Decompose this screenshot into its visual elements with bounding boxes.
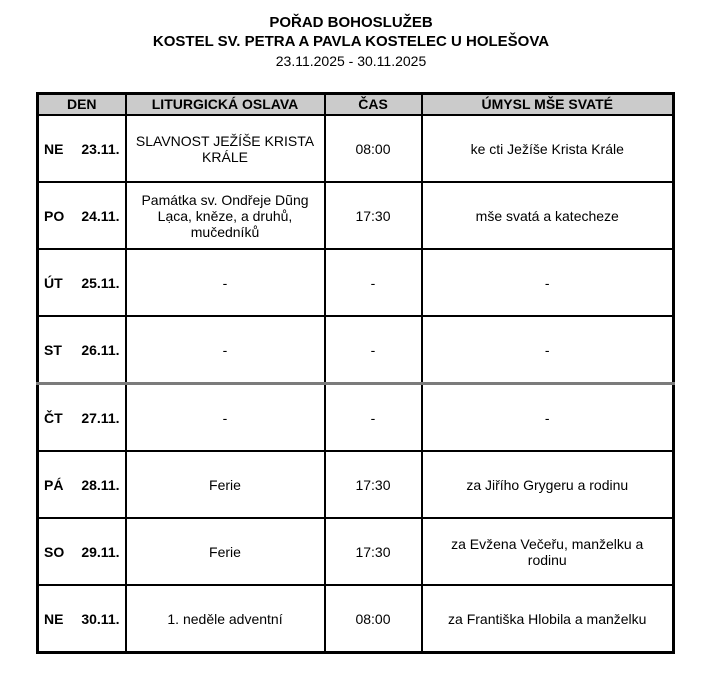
day-abbreviation: NE (44, 610, 64, 627)
schedule-table (36, 92, 675, 654)
table-row (38, 249, 674, 316)
day-cell (38, 585, 126, 653)
intention-cell: za Evžena Večeřu, manželku a rodinu (422, 518, 674, 585)
column-header-liturgicka-oslava: LITURGICKÁ OSLAVA (126, 94, 325, 116)
day-cell (38, 182, 126, 249)
intention-cell: - (422, 384, 674, 452)
time-cell: 17:30 (325, 451, 422, 518)
time-cell: 08:00 (325, 585, 422, 653)
intention-cell: za Jiřího Grygeru a rodinu (422, 451, 674, 518)
celebration-cell: Ferie (126, 451, 325, 518)
time-cell: 08:00 (325, 115, 422, 182)
document-header (0, 13, 702, 71)
time-cell: 17:30 (325, 518, 422, 585)
schedule-table-header (38, 94, 674, 116)
table-row (38, 115, 674, 182)
day-abbreviation: NE (44, 140, 64, 157)
day-date: 26.11. (81, 341, 120, 358)
day-cell (38, 316, 126, 384)
day-abbreviation: ÚT (44, 274, 63, 291)
column-header-cas: ČAS (325, 94, 422, 116)
day-date: 28.11. (81, 476, 120, 493)
day-abbreviation: SO (44, 543, 65, 560)
celebration-cell: - (126, 316, 325, 384)
day-date: 30.11. (81, 610, 120, 627)
header-row (38, 94, 674, 116)
celebration-cell: SLAVNOST JEŽÍŠE KRISTA KRÁLE (126, 115, 325, 182)
column-header-den: DEN (38, 94, 126, 116)
time-cell: - (325, 316, 422, 384)
intention-cell: ke cti Ježíše Krista Krále (422, 115, 674, 182)
celebration-cell: 1. neděle adventní (126, 585, 325, 653)
table-row (38, 518, 674, 585)
table-row (38, 451, 674, 518)
time-cell: - (325, 384, 422, 452)
day-abbreviation: ST (44, 341, 62, 358)
document-title: POŘAD BOHOSLUŽEB (269, 14, 433, 31)
day-abbreviation: ČT (44, 409, 63, 426)
day-cell (38, 115, 126, 182)
time-cell: - (325, 249, 422, 316)
date-range: 23.11.2025 - 30.11.2025 (275, 53, 427, 69)
table-row (38, 182, 674, 249)
document-subtitle: KOSTEL SV. PETRA A PAVLA KOSTELEC U HOLEŠOVA (152, 33, 550, 50)
schedule-table-body (38, 115, 674, 653)
intention-cell: - (422, 316, 674, 384)
day-date: 27.11. (81, 409, 120, 426)
day-date: 25.11. (81, 274, 120, 291)
celebration-cell: - (126, 249, 325, 316)
celebration-cell: Ferie (126, 518, 325, 585)
intention-cell: - (422, 249, 674, 316)
table-row (38, 384, 674, 452)
day-cell (38, 518, 126, 585)
table-row (38, 585, 674, 653)
table-row (38, 316, 674, 384)
day-cell (38, 451, 126, 518)
day-date: 24.11. (81, 207, 120, 224)
celebration-cell: Památka sv. Ondřeje Dũng Lạca, kněze, a druhů, mučedníků (126, 182, 325, 249)
day-abbreviation: PO (44, 207, 65, 224)
day-cell (38, 384, 126, 452)
celebration-cell: - (126, 384, 325, 452)
day-date: 23.11. (81, 140, 120, 157)
day-abbreviation: PÁ (44, 476, 64, 493)
time-cell: 17:30 (325, 182, 422, 249)
day-date: 29.11. (81, 543, 120, 560)
intention-cell: za Františka Hlobila a manželku (422, 585, 674, 653)
column-header-umysl-mse-svate: ÚMYSL MŠE SVATÉ (422, 94, 674, 116)
day-cell (38, 249, 126, 316)
intention-cell: mše svatá a katecheze (422, 182, 674, 249)
